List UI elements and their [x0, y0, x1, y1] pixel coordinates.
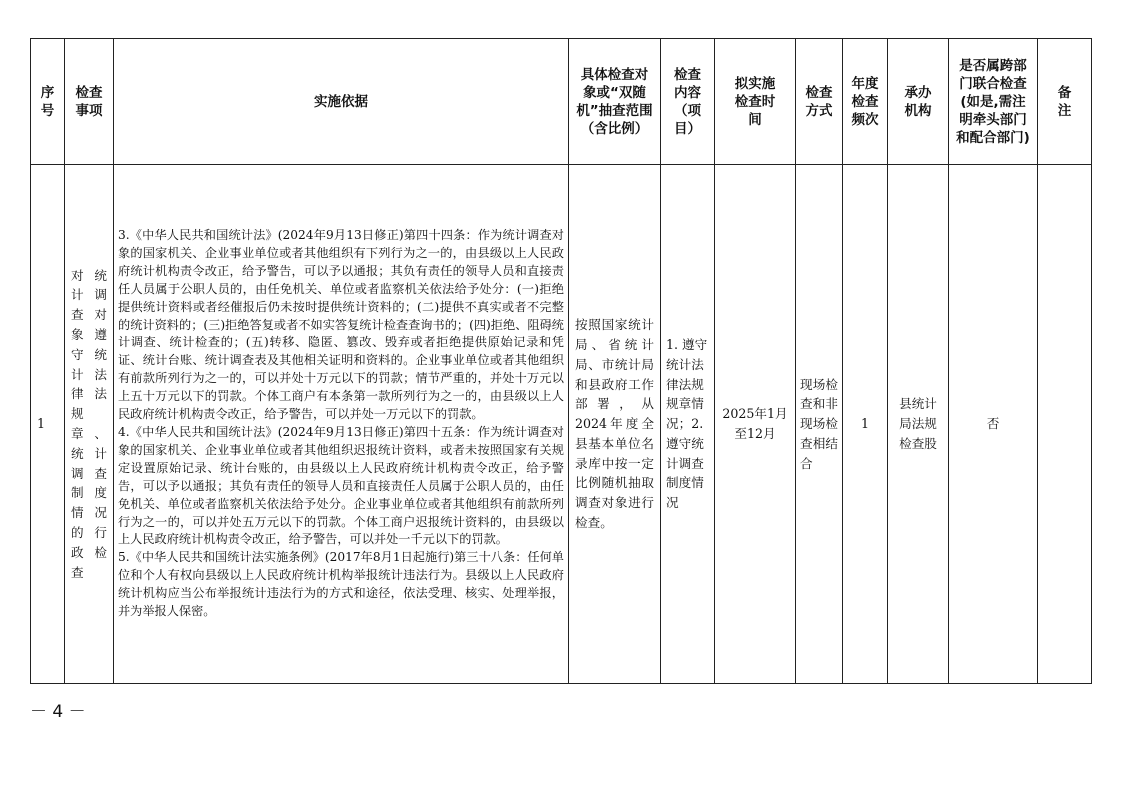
header-joint: 是否属跨部门联合检查(如是,需注明牵头部门和配合部门)	[949, 39, 1038, 165]
cell-agency: 县统计局法规检查股	[888, 165, 949, 684]
page-number: － 4 －	[30, 702, 86, 722]
header-time: 拟实施检查时间	[715, 39, 796, 165]
header-basis: 实施依据	[114, 39, 569, 165]
cell-joint: 否	[949, 165, 1038, 684]
inspection-plan-table	[30, 38, 1092, 684]
header-seq: 序号	[31, 39, 65, 165]
cell-item: 对统计调查对象遵守统计法律法规章、统计调查制度情况的行政检查	[65, 165, 114, 684]
header-frequency: 年度检查频次	[843, 39, 888, 165]
header-agency: 承办机构	[888, 39, 949, 165]
header-item: 检查事项	[65, 39, 114, 165]
basis-paragraph: 3.《中华人民共和国统计法》(2024年9月13日修正)第四十四条：作为统计调查对象的国家机关、企业事业单位或者其他组织有下列行为之一的，由县级以上人民政府统计机构责令改正，给予警告，可以予以通报；其负有责任的领导人员和直接责任人员属于公职人员的，由任免机关、单位或者监察机关依法给予处分：(一)拒绝提供统计资料或者经催报后仍未按时提供统计资料的；(二)提供不真实或者不完整的统计资料的；(三)拒绝答复或者不如实答复统计检查查询书的；(四)拒绝、阻碍统计调查、统计检查的；(五)转移、隐匿、篡改、毁弃或者拒绝提供原始记录和凭证、统计台账、统计调查表及其他相关证明和资料的。企业事业单位或者其他组织有前款所列行为之一的，可以并处十万元以下的罚款；情节严重的，并处十万元以上五十万元以下的罚款。个体工商户有本条第一款所列行为之一的，由县级以上人民政府统计机构责令改正，给予警告，可以并处一万元以下的罚款。	[118, 228, 564, 422]
cell-frequency: 1	[843, 165, 888, 684]
header-row	[31, 39, 1092, 165]
header-method: 检查方式	[796, 39, 843, 165]
basis-paragraph: 5.《中华人民共和国统计法实施条例》(2017年8月1日起施行)第三十八条：任何单位和个人有权向县级以上人民政府统计机构举报统计违法行为。县级以上人民政府统计机构应当公布举报统计违法行为的方式和途径，依法受理、核实、处理举报，并为举报人保密。	[118, 550, 564, 619]
cell-scope: 按照国家统计局、省统计局、市统计局和县政府工作部署，从2024年度全县基本单位名录库中按一定比例随机抽取调查对象进行检查。	[569, 165, 661, 684]
table-row	[31, 165, 1092, 684]
cell-remarks	[1038, 165, 1092, 684]
cell-time: 2025年1月至12月	[715, 165, 796, 684]
cell-basis	[114, 165, 569, 684]
header-remarks: 备注	[1038, 39, 1092, 165]
header-content: 检查内容（项目）	[661, 39, 715, 165]
cell-method: 现场检查和非现场检查相结合	[796, 165, 843, 684]
basis-paragraph: 4.《中华人民共和国统计法》(2024年9月13日修正)第四十五条：作为统计调查对象的国家机关、企业事业单位或者其他组织迟报统计资料，或者未按照国家有关规定设置原始记录、统计台账的，由县级以上人民政府统计机构责令改正，给予警告，可以予以通报；其负有责任的领导人员和直接责任人员属于公职人员的，由任免机关、单位或者监察机关依法给予处分。企业事业单位或者其他组织有前款所列行为之一的，可以并处五万元以下的罚款。个体工商户迟报统计资料的，由县级以上人民政府统计机构责令改正，给予警告，可以并处一千元以下的罚款。	[118, 425, 564, 547]
cell-seq: 1	[31, 165, 65, 684]
header-scope: 具体检查对象或“双随机”抽查范围（含比例）	[569, 39, 661, 165]
cell-content: 1. 遵守统计法律法规规章情况；2. 遵守统计调查制度情况	[661, 165, 715, 684]
